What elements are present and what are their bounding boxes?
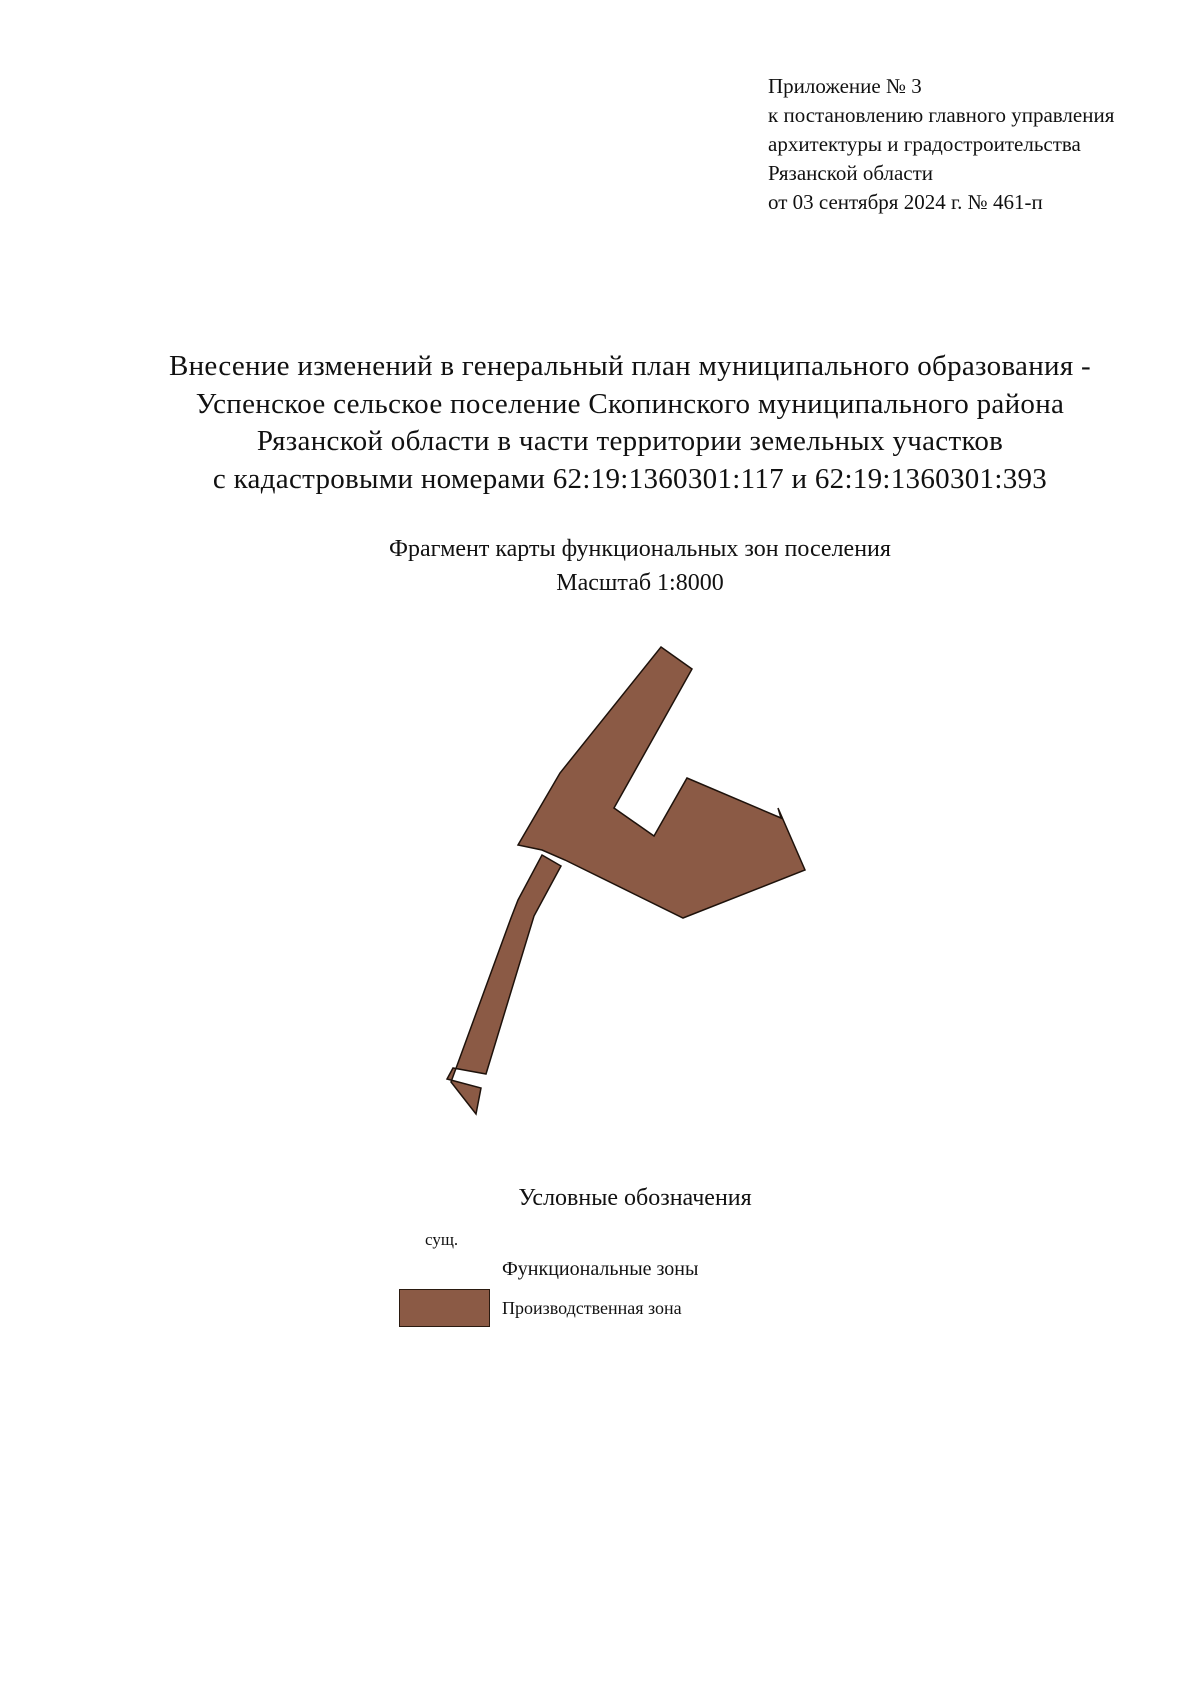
legend-title: Условные обозначения: [518, 1185, 752, 1211]
legend-status-label: сущ.: [425, 1230, 459, 1249]
appendix-region-line: Рязанской области: [768, 161, 934, 185]
title-line-4: с кадастровыми номерами 62:19:1360301:117 и 62:19:1360301:393: [212, 462, 1048, 495]
appendix-number: Приложение № 3: [768, 74, 922, 98]
title-line-1: Внесение изменений в генеральный план муниципального образования -: [168, 350, 1092, 382]
title-line-3: Рязанской области в части территории земельных участков: [256, 425, 1004, 457]
appendix-date-line: от 03 сентября 2024 г. № 461-п: [768, 190, 1043, 214]
industrial-zone-main-polygon: [518, 647, 805, 918]
map-caption-title: Фрагмент карты функциональных зон поселения: [389, 536, 891, 562]
appendix-authority-line: архитектуры и градостроительства: [768, 132, 1081, 156]
industrial-zone-strip-polygon: [447, 855, 561, 1114]
title-line-2: Успенское сельское поселение Скопинского муниципального района: [195, 387, 1065, 420]
appendix-resolution-line: к постановлению главного управления: [768, 103, 1115, 127]
legend-industrial-zone-swatch: [399, 1289, 490, 1327]
map-scale: Масштаб 1:8000: [556, 570, 724, 596]
legend-industrial-zone-label: Производственная зона: [502, 1298, 682, 1318]
legend-group-label: Функциональные зоны: [502, 1258, 699, 1280]
